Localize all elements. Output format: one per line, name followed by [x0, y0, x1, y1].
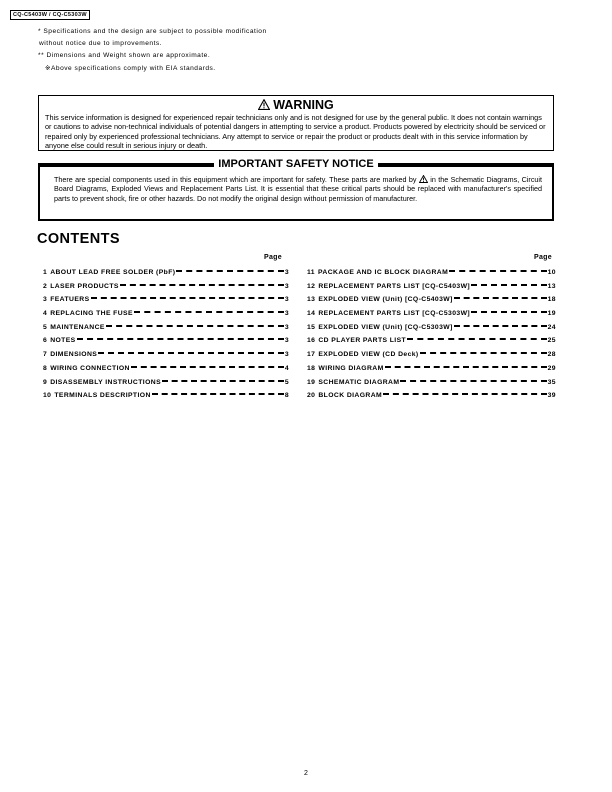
- toc-entry-page: 8: [284, 392, 289, 400]
- toc-entry[interactable]: [43, 365, 289, 379]
- toc-entry-number: 7: [43, 351, 48, 359]
- safety-notice-body: [54, 175, 542, 203]
- toc-entry-page: 3: [284, 337, 289, 345]
- toc-entry[interactable]: [43, 351, 289, 365]
- toc-entry[interactable]: [43, 324, 289, 338]
- toc-entry-number: 2: [43, 282, 48, 290]
- toc-entry-page: 18: [547, 296, 556, 304]
- model-tag: CQ-C5403W / CQ-C5303W: [10, 10, 90, 20]
- toc-entry-number: 10: [43, 392, 52, 400]
- toc-entry-number: 5: [43, 323, 48, 331]
- toc-leader: [383, 393, 547, 395]
- toc-entry-title: EXPLODED VIEW (CD Deck): [318, 351, 419, 359]
- toc-entry-number: 6: [43, 337, 48, 345]
- toc-entry-title: NOTES: [50, 337, 76, 345]
- header-bar-left: [38, 163, 214, 167]
- toc-entry-title: WIRING CONNECTION: [50, 364, 130, 372]
- toc-entry-title: REPLACEMENT PARTS LIST [CQ-C5403W]: [318, 282, 471, 290]
- safety-body-part-1: There are special components used in this equipment which are important for safety. These parts are marked by: [54, 175, 417, 184]
- spec-note-4: [38, 63, 358, 75]
- toc-entry-title: REPLACING THE FUSE: [50, 310, 133, 318]
- toc-entry[interactable]: [307, 392, 556, 406]
- toc-leader: [454, 297, 547, 299]
- toc-entry-page: 3: [284, 323, 289, 331]
- toc-entry-page: 29: [547, 364, 556, 372]
- toc-entry-title: DIMENSIONS: [50, 351, 98, 359]
- toc-entry[interactable]: [43, 310, 289, 324]
- toc-leader: [131, 366, 284, 368]
- safety-notice-box: [38, 158, 554, 221]
- toc-entry[interactable]: [307, 337, 556, 351]
- toc-entry-title: ABOUT LEAD FREE SOLDER (PbF): [50, 269, 176, 276]
- toc-entry-page: 3: [284, 269, 289, 276]
- warning-body: This service information is designed for experienced repair technicians only and is not designed for use by the general public. It does not contain warnings or cautions to advise non-technical individuals of potential dangers in attempting to service a product. Products powered by electricity should be serviced or repaired only by experienced professional technicians. Any attempt to service or repair the product or products dealt with in this service information by anyone else could result in serious injury or death.: [45, 113, 546, 151]
- page-column-label-left: Page: [264, 254, 282, 261]
- toc-entry-page: 25: [547, 337, 556, 345]
- toc-leader: [98, 352, 284, 354]
- toc-entry-page: 10: [547, 269, 556, 276]
- toc-leader: [91, 297, 284, 299]
- toc-entry-title: EXPLODED VIEW (Unit) [CQ-C5303W]: [318, 323, 453, 331]
- toc-leader: [471, 284, 547, 286]
- toc-leader: [106, 325, 284, 327]
- toc-leader: [454, 325, 547, 327]
- toc-entry[interactable]: [307, 379, 556, 393]
- toc-entry-number: 16: [307, 337, 316, 345]
- toc-entry-page: 13: [547, 282, 556, 290]
- warning-triangle-icon: [258, 99, 270, 110]
- page-number: 2: [304, 770, 308, 777]
- toc-entry[interactable]: [43, 337, 289, 351]
- toc-entry-number: 14: [307, 310, 316, 318]
- toc-left-column: [43, 269, 289, 406]
- toc-entry-number: 1: [43, 269, 48, 276]
- toc-leader: [407, 338, 547, 340]
- toc-entry-title: BLOCK DIAGRAM: [318, 392, 383, 400]
- toc-entry[interactable]: [307, 296, 556, 310]
- warning-title: WARNING: [273, 98, 334, 112]
- safety-notice-header: [40, 160, 552, 170]
- toc-entry-number: 11: [307, 269, 315, 276]
- toc-leader: [152, 393, 284, 395]
- spec-note-2: without notice due to improvements.: [39, 40, 163, 48]
- toc-right-column: [307, 269, 556, 406]
- spec-notes: [38, 26, 358, 75]
- toc-entry[interactable]: [307, 365, 556, 379]
- safety-body-part-2: in the Schematic Diagrams, Circuit Board Diagrams, Exploded Views and Replacement Parts List. It is essential that these critical parts should be replaced with manufacturer's specified parts to prevent shock, fire or other hazards. Do not modify the original design without permission of manufacturer.: [54, 175, 543, 203]
- toc-entry-number: 8: [43, 364, 48, 372]
- toc-entry-number: 15: [307, 323, 316, 331]
- toc-leader: [420, 352, 547, 354]
- toc-leader: [471, 311, 547, 313]
- toc-leader: [385, 366, 547, 368]
- toc-entry-title: PACKAGE AND IC BLOCK DIAGRAM: [318, 269, 449, 276]
- toc-entry-title: REPLACEMENT PARTS LIST [CQ-C5303W]: [318, 310, 471, 318]
- toc-leader: [77, 338, 284, 340]
- toc-entry[interactable]: [43, 392, 289, 406]
- toc-entry[interactable]: [43, 379, 289, 393]
- spec-note-4-text: Above specifications comply with EIA standards.: [51, 64, 216, 72]
- eia-mark-icon: ※: [45, 64, 52, 72]
- spec-note-3: ** Dimensions and Weight shown are approximate.: [38, 52, 211, 60]
- toc-entry-title: DISASSEMBLY INSTRUCTIONS: [50, 378, 162, 386]
- header-bar-right: [378, 163, 554, 167]
- toc-entry-page: 5: [284, 378, 289, 386]
- toc-entry-title: MAINTENANCE: [50, 323, 105, 331]
- toc-entry[interactable]: [43, 269, 289, 283]
- toc-leader: [176, 270, 283, 272]
- toc-entry-title: WIRING DIAGRAM: [318, 364, 384, 372]
- toc-entry-page: 19: [547, 310, 556, 318]
- toc-entry-page: 3: [284, 310, 289, 318]
- warning-heading: [39, 98, 553, 112]
- spec-note-1: * Specifications and the design are subject to possible modification: [38, 28, 267, 35]
- toc-entry-page: 24: [547, 323, 556, 331]
- toc-entry-title: SCHEMATIC DIAGRAM: [318, 378, 400, 386]
- contents-title: CONTENTS: [37, 231, 120, 247]
- toc-entry[interactable]: [43, 296, 289, 310]
- toc-entry-title: TERMINALS DESCRIPTION: [54, 392, 151, 400]
- toc-entry-page: 3: [284, 282, 289, 290]
- toc-leader: [134, 311, 284, 313]
- toc-entry-page: 3: [284, 351, 289, 359]
- toc-entry[interactable]: [307, 269, 556, 283]
- toc-entry-page: 35: [547, 378, 556, 386]
- toc-leader: [449, 270, 546, 272]
- toc-leader: [162, 380, 284, 382]
- safety-notice-title: IMPORTANT SAFETY NOTICE: [218, 158, 374, 170]
- toc-entry-title: LASER PRODUCTS: [50, 282, 119, 290]
- toc-entry-page: 4: [284, 364, 289, 372]
- toc-entry-title: FEATUERS: [50, 296, 90, 304]
- toc-entry-title: EXPLODED VIEW (Unit) [CQ-C5403W]: [318, 296, 453, 304]
- toc-entry[interactable]: [307, 283, 556, 297]
- toc-entry-number: 12: [307, 282, 316, 290]
- page-column-label-right: Page: [534, 254, 552, 261]
- toc-entry[interactable]: [307, 351, 556, 365]
- toc-leader: [400, 380, 546, 382]
- toc-entry-number: 9: [43, 378, 48, 386]
- toc-entry-number: 4: [43, 310, 48, 318]
- warning-box: [38, 95, 554, 151]
- toc-entry-page: 3: [284, 296, 289, 304]
- toc-entry-number: 18: [307, 364, 316, 372]
- toc-entry[interactable]: [307, 324, 556, 338]
- toc-entry[interactable]: [43, 283, 289, 297]
- toc-entry-page: 28: [547, 351, 556, 359]
- toc-leader: [120, 284, 284, 286]
- toc-entry-number: 13: [307, 296, 316, 304]
- toc-entry[interactable]: [307, 310, 556, 324]
- toc-entry-number: 19: [307, 378, 316, 386]
- toc-entry-number: 20: [307, 392, 316, 400]
- toc-entry-page: 39: [547, 392, 556, 400]
- toc-entry-title: CD PLAYER PARTS LIST: [318, 337, 407, 345]
- safety-triangle-icon: [419, 175, 428, 183]
- toc-entry-number: 3: [43, 296, 48, 304]
- toc-entry-number: 17: [307, 351, 316, 359]
